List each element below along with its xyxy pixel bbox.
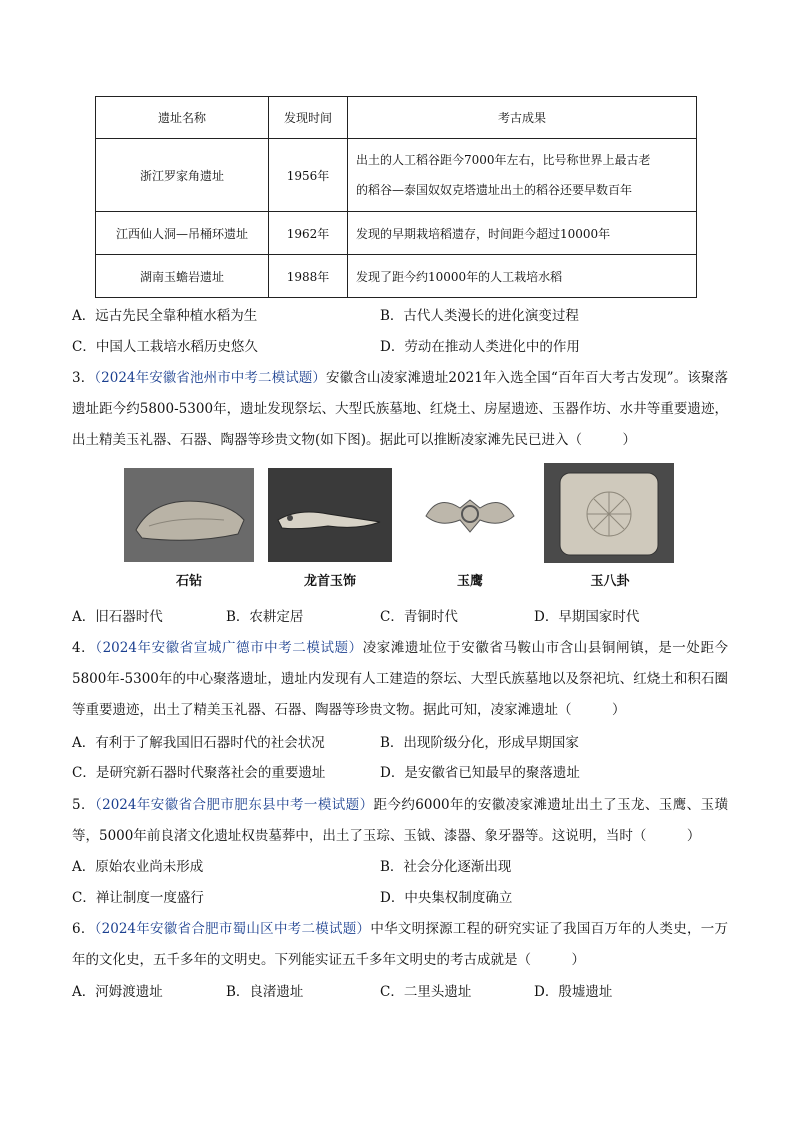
archaeology-table (95, 96, 697, 298)
q2-option-b[interactable]: B．古代人类漫长的进化演变过程 (380, 308, 579, 324)
question-number: 6． (72, 921, 95, 937)
figure-caption: 石钻 (175, 574, 202, 589)
question-5 (72, 790, 728, 852)
q2-option-a[interactable]: A．远古先民全靠种植水稻为生 (72, 308, 258, 324)
question-source: （2024年安徽省池州市中考二模试题） (94, 370, 327, 386)
q3-option-a[interactable]: A．旧石器时代 (72, 609, 163, 625)
archaeology-result: 发现的早期栽培稻遗存，时间距今超过10000年 (348, 212, 697, 255)
q3-option-d[interactable]: D．早期国家时代 (534, 609, 640, 625)
question-text: 凌家滩遗址位于安徽省马鞍山市含山县铜闸镇，是一处距今5800年-5300年的中心聚落遗址，遗址内发现有人工建造的祭坛、大型氏族墓地以及祭祀坑、红烧土和积石圈等重要遗迹，出土了精美玉礼器、石器、陶器等珍贵文物。据此可知，凌家滩遗址（ ） (72, 640, 729, 718)
discovery-year: 1956年 (269, 139, 348, 212)
table-row (96, 212, 697, 255)
q3-option-b[interactable]: B．农耕定居 (226, 609, 304, 625)
q4-option-d[interactable]: D．是安徽省已知最早的聚落遗址 (380, 765, 580, 781)
q2-option-d[interactable]: D．劳动在推动人类进化中的作用 (380, 339, 580, 355)
jade-eagle-image (420, 486, 520, 544)
question-source: （2024年安徽省合肥市肥东县中考一模试题） (94, 797, 374, 813)
q5-option-d[interactable]: D．中央集权制度确立 (380, 890, 513, 906)
dragon-head-jade-image (268, 468, 392, 562)
site-name: 湖南玉蟾岩遗址 (96, 255, 269, 298)
q3-option-c[interactable]: C．青铜时代 (380, 609, 458, 625)
result-line: 出土的人工稻谷距今7000年左右，比号称世界上最古老 (356, 153, 651, 167)
figure-caption: 玉八卦 (590, 574, 630, 589)
table-header-cell: 遗址名称 (96, 97, 269, 139)
discovery-year: 1988年 (269, 255, 348, 298)
q6-option-b[interactable]: B．良渚遗址 (226, 984, 304, 1000)
archaeology-result: 发现了距今约10000年的人工栽培水稻 (348, 255, 697, 298)
table-header-cell: 考古成果 (348, 97, 697, 139)
question-source: （2024年安徽省合肥市蜀山区中考二模试题） (94, 921, 371, 937)
figure-caption: 龙首玉饰 (303, 574, 356, 589)
site-name: 浙江罗家角遗址 (96, 139, 269, 212)
question-text: 距今约6000年的安徽凌家滩遗址出土了玉龙、玉鹰、玉璜等，5000年前良渚文化遗址权贵墓葬中，出土了玉琮、玉钺、漆器、象牙器等。这说明，当时（ ） (72, 797, 729, 844)
table-header-cell: 发现时间 (269, 97, 348, 139)
table-row (96, 255, 697, 298)
q6-option-d[interactable]: D．殷墟遗址 (534, 984, 613, 1000)
question-number: 5． (72, 797, 95, 813)
q6-option-a[interactable]: A．河姆渡遗址 (72, 984, 163, 1000)
question-source: （2024年安徽省宣城广德市中考二模试题） (95, 640, 363, 656)
q5-option-c[interactable]: C．禅让制度一度盛行 (72, 890, 204, 906)
question-3 (72, 363, 728, 456)
question-4 (72, 633, 728, 726)
table-header-row (96, 97, 697, 139)
question-number: 3． (72, 370, 95, 386)
stone-drill-image (124, 468, 254, 562)
question-text: 中华文明探源工程的研究实证了我国百万年的人类史，一万年的文化史，五千多年的文明史。下列能实证五千多年文明史的考古成就是（ ） (72, 921, 728, 968)
q6-option-c[interactable]: C．二里头遗址 (380, 984, 472, 1000)
archaeology-result (348, 139, 697, 212)
question-text: 安徽含山凌家滩遗址2021年入选全国“百年百大考古发现”。该聚落遗址距今约5800-5300年，遗址发现祭坛、大型氏族墓地、红烧土、房屋遗迹、玉器作坊、水井等重要遗迹，出土精美玉礼器、石器、陶器等珍贵文物(如下图)。据此可以推断凌家滩先民已进入（ ） (72, 370, 728, 448)
figure-caption: 玉鹰 (456, 574, 483, 589)
q4-option-a[interactable]: A．有利于了解我国旧石器时代的社会状况 (72, 735, 325, 751)
result-line: 的稻谷—泰国奴奴克塔遗址出土的稻谷还要早数百年 (356, 183, 633, 197)
q4-option-c[interactable]: C．是研究新石器时代聚落社会的重要遗址 (72, 765, 326, 781)
q5-option-a[interactable]: A．原始农业尚未形成 (72, 859, 204, 875)
q5-option-b[interactable]: B．社会分化逐渐出现 (380, 859, 512, 875)
discovery-year: 1962年 (269, 212, 348, 255)
q2-option-c[interactable]: C．中国人工栽培水稻历史悠久 (72, 339, 258, 355)
q4-option-b[interactable]: B．出现阶级分化，形成早期国家 (380, 735, 579, 751)
site-name: 江西仙人洞—吊桶环遗址 (96, 212, 269, 255)
table-row (96, 139, 697, 212)
question-number: 4． (72, 640, 96, 656)
jade-bagua-image (544, 463, 674, 563)
question-6 (72, 914, 728, 976)
